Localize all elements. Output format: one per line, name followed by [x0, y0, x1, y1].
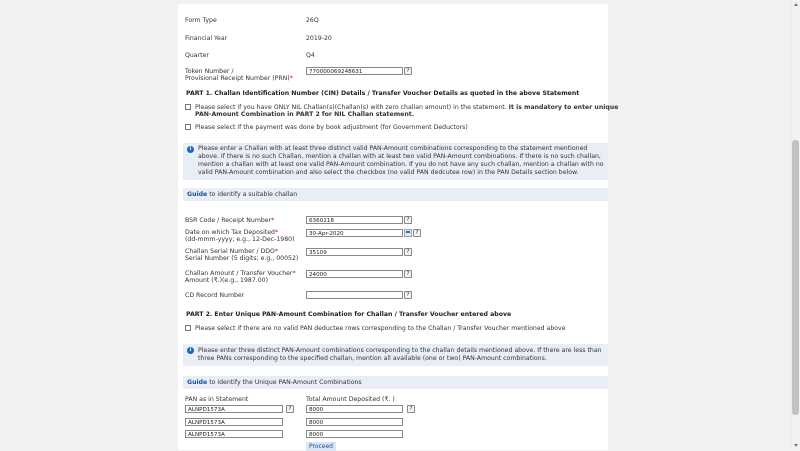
quarter-label: Quarter [185, 52, 209, 59]
amount-label: Challan Amount / Transfer Voucher* [185, 270, 296, 277]
amount-format-label: Amount (₹.)(e.g., 1987.00) [185, 277, 269, 284]
pan-help-icon[interactable]: ? [286, 405, 294, 413]
top-divider [178, 0, 608, 4]
pan-input-3[interactable]: ALNPD1573A [185, 430, 283, 438]
part1-info-text: Please enter a Challan with at least three distinct valid PAN-Amount combinations corresponding to the statement mentioned above. If there is no such Challan, mention a challan with at least two valid PAN-Amount combinations. If there is no such challan, mention a challan with at least one valid PAN-Amount combination. If you do not have any such challan, mention a challan with no valid PAN-Amount combination and also select the checkbox (no valid PAN dedcutee row) in the PAN Details section below. [198, 145, 604, 176]
cd-record-input[interactable] [306, 291, 403, 299]
bsr-code-input[interactable]: 6360218 [306, 216, 403, 224]
quarter-value: Q4 [306, 52, 315, 59]
financial-year-label: Financial Year [185, 35, 228, 42]
info-icon: i [187, 146, 194, 153]
no-valid-pan-text: Please select if there are no valid PAN deductee rows corresponding to the Challan / Transfer Voucher mentioned above [195, 325, 566, 332]
serial-help-icon[interactable]: ? [404, 248, 412, 256]
amount-column-header: Total Amount Deposited (₹. ) [306, 396, 395, 403]
book-adjustment-checkbox[interactable] [185, 124, 191, 130]
token-label: Token Number / [185, 68, 234, 75]
challan-serial-input[interactable]: 35109 [306, 248, 403, 256]
no-valid-pan-checkbox[interactable] [185, 325, 191, 331]
date-format-label: (dd-mmm-yyyy; e.g., 12-Dec-1980) [185, 236, 295, 243]
serial-label: Challan Serial Number / DDO* [185, 248, 278, 255]
nil-challan-note-2: PAN-Amount Combination in PART 2 for NIL Challan statement. [195, 111, 415, 118]
amount-input-1[interactable]: 8000 [306, 405, 403, 413]
serial-format-label: Serial Number (5 digits; e.g., 00052) [185, 255, 299, 262]
challan-amount-input[interactable]: 24000 [306, 270, 403, 278]
token-help-icon[interactable]: ? [404, 67, 412, 75]
part1-title: PART 1. Challan Identification Number (CIN) Details / Transfer Voucher Details as quoted in the above Statement [186, 90, 580, 97]
tax-deposit-date-input[interactable]: 30-Apr-2020 [306, 229, 403, 237]
amount-input-3[interactable]: 8000 [306, 430, 403, 438]
part2-info-text: Please enter three distinct PAN-Amount combinations corresponding to the challan details mentioned above. If there are less than three PANs corresponding to the specified challan, mention all available (one or two) PAN-Amount combinations. [198, 347, 602, 362]
guide-link[interactable]: Guide [187, 191, 208, 198]
amount-input-2[interactable]: 8000 [306, 418, 403, 426]
guide-link[interactable]: Guide [187, 379, 208, 386]
nil-challan-note: It is mandatory to enter unique [508, 104, 619, 111]
amount-deposited-help-icon[interactable]: ? [407, 405, 415, 413]
required-mark: * [289, 75, 293, 82]
cd-record-label: CD Record Number [185, 292, 245, 299]
scroll-down-icon[interactable] [794, 444, 798, 447]
nil-challan-checkbox[interactable] [185, 104, 191, 110]
book-adjustment-text: Please select if the payment was done by book adjustment (for Government Deductors) [195, 124, 468, 131]
date-help-icon[interactable]: ? [413, 229, 421, 237]
proceed-button[interactable]: Proceed [306, 442, 336, 451]
bsr-label: BSR Code / Receipt Number* [185, 217, 275, 224]
token-number-input[interactable]: 770000069248631 [306, 67, 403, 75]
amount-help-icon[interactable]: ? [404, 270, 412, 278]
pan-input-2[interactable]: ALNPD1573A [185, 418, 283, 426]
financial-year-value: 2019-20 [306, 35, 332, 42]
cd-help-icon[interactable]: ? [404, 291, 412, 299]
scroll-up-icon[interactable] [794, 3, 798, 6]
scrollbar-thumb[interactable] [792, 140, 799, 415]
prn-label: Provisional Receipt Number (PRN)* [185, 75, 293, 82]
part1-guide: Guide to identify a suitable challan [187, 191, 298, 198]
bsr-help-icon[interactable]: ? [404, 216, 412, 224]
form-type-value: 26Q [306, 17, 319, 24]
pan-column-header: PAN as in Statement [185, 396, 249, 403]
date-label: Date on which Tax Deposited* [185, 229, 279, 236]
part2-title: PART 2. Enter Unique PAN-Amount Combination for Challan / Transfer Voucher entered above [186, 311, 512, 318]
form-type-label: Form Type [185, 17, 217, 24]
calendar-icon[interactable] [404, 229, 412, 237]
info-icon: i [187, 347, 194, 354]
nil-challan-text: Please select if you have ONLY NIL Challan(s)(Challan(s) with zero challan amount) in the statement. It is mandatory to enter unique [195, 104, 619, 111]
part2-guide: Guide to identify the Unique PAN-Amount Combinations [187, 379, 362, 386]
pan-input-1[interactable]: ALNPD1573A [185, 405, 283, 413]
